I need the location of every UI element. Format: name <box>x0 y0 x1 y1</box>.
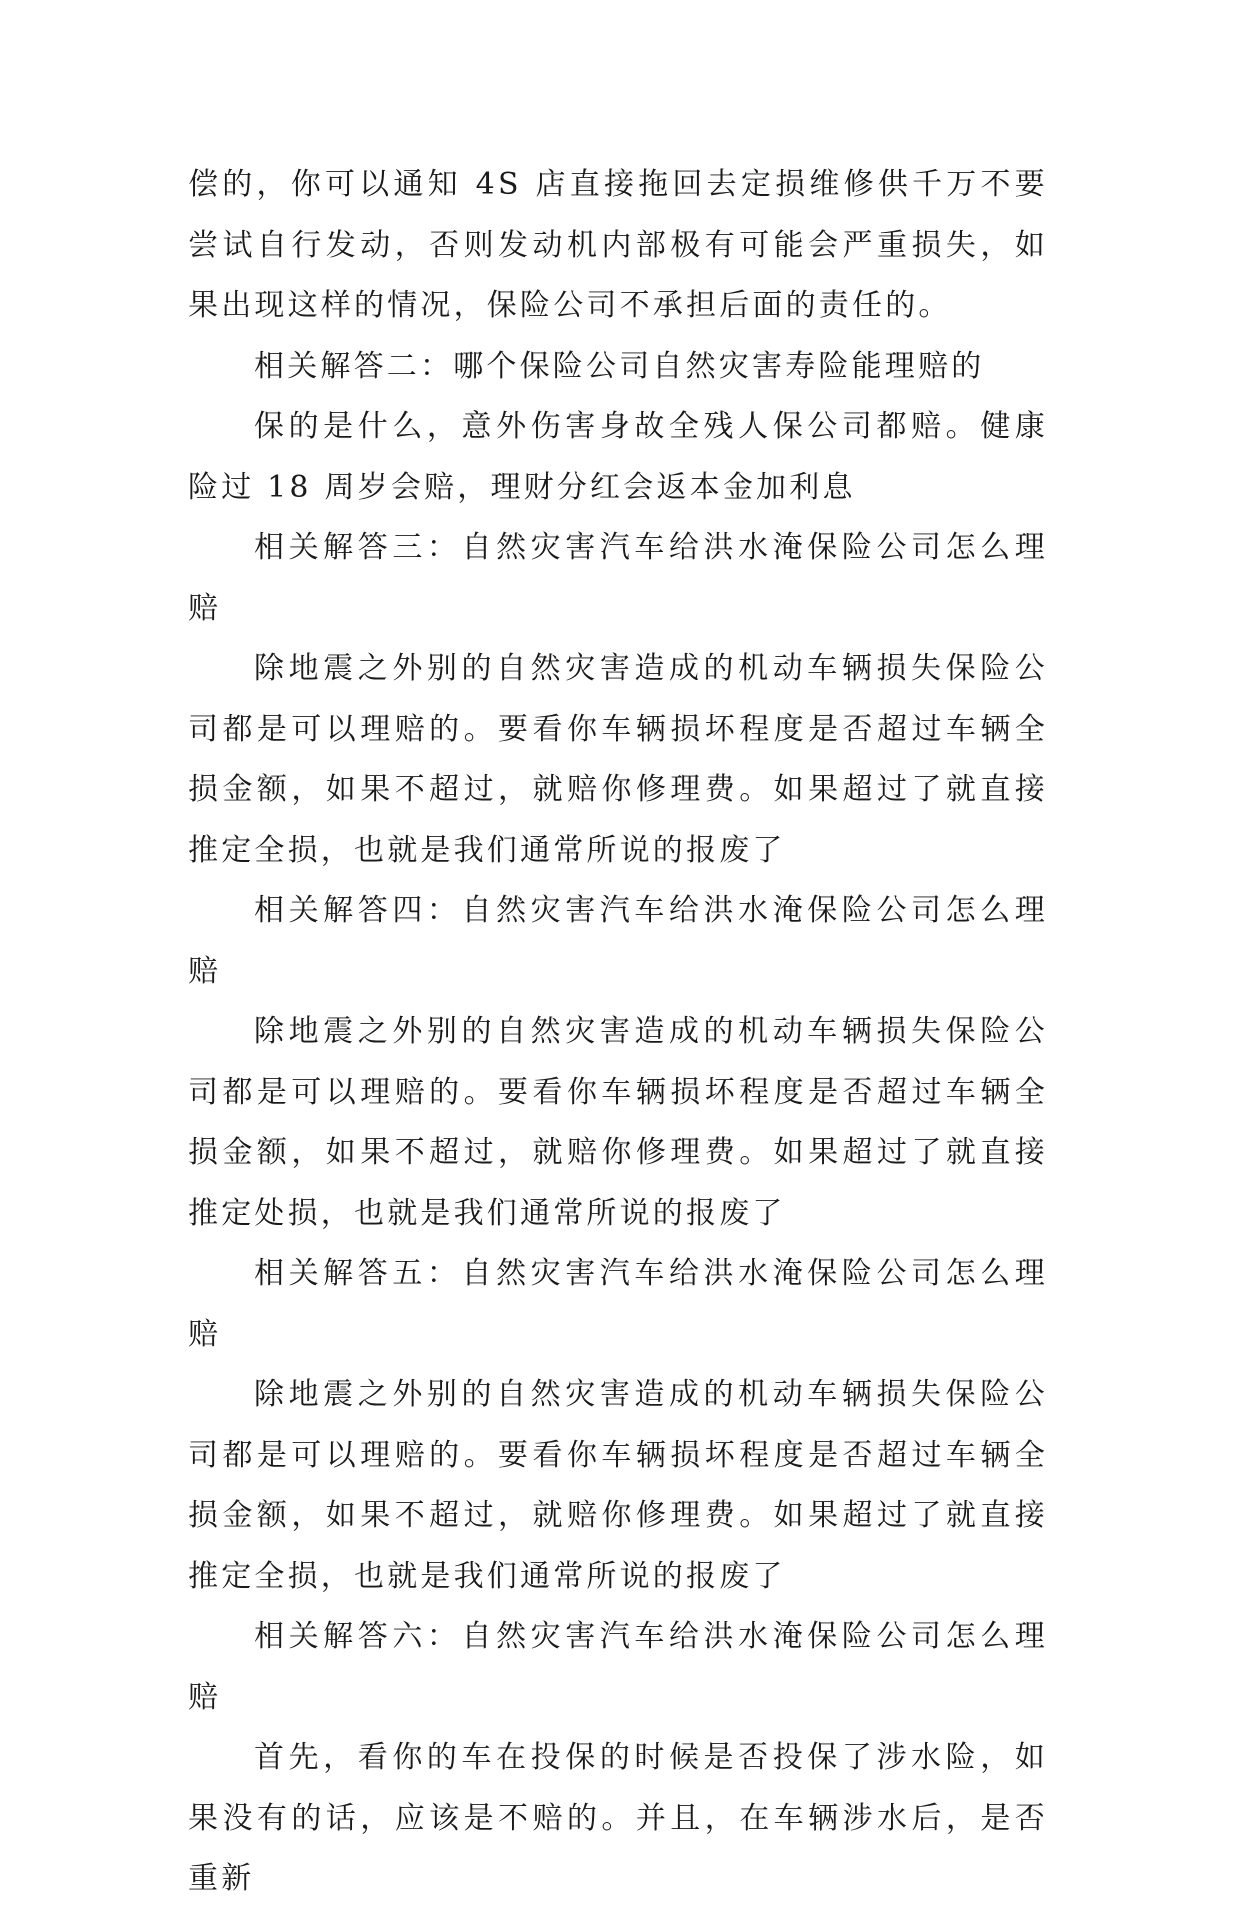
answer-body-4: 除地震之外别的自然灾害造成的机动车辆损失保险公司都是可以理赔的。要看你车辆损坏程度是否超过车辆全损金额，如果不超过，就赔你修理费。如果超过了就直接推定处损，也就是我们通常所说的报废了 <box>188 1014 1048 1231</box>
answer-heading-6: 相关解答六：自然灾害汽车给洪水淹保险公司怎么理赔 <box>188 1619 1048 1715</box>
answer-body-5: 除地震之外别的自然灾害造成的机动车辆损失保险公司都是可以理赔的。要看你车辆损坏程度是否超过车辆全损金额，如果不超过，就赔你修理费。如果超过了就直接推定全损，也就是我们通常所说的报废了 <box>188 1377 1048 1594</box>
answer-heading-3: 相关解答三：自然灾害汽车给洪水淹保险公司怎么理赔 <box>188 530 1048 626</box>
document-body <box>188 155 1048 1910</box>
paragraph-continuation: 偿的，你可以通知 4S 店直接拖回去定损维修供千万不要尝试自行发动，否则发动机内部极有可能会严重损失，如果出现这样的情况，保险公司不承担后面的责任的。 <box>188 167 1048 323</box>
answer-body-6: 首先，看你的车在投保的时候是否投保了涉水险，如果没有的话，应该是不赔的。并且，在车辆涉水后，是否重新 <box>188 1740 1048 1896</box>
answer-heading-4: 相关解答四：自然灾害汽车给洪水淹保险公司怎么理赔 <box>188 893 1048 989</box>
answer-heading-2: 相关解答二：哪个保险公司自然灾害寿险能理赔的 <box>254 348 985 384</box>
answer-body-2: 保的是什么，意外伤害身故全残人保公司都赔。健康险过 18 周岁会赔，理财分红会返本金加利息 <box>188 409 1048 505</box>
answer-body-3: 除地震之外别的自然灾害造成的机动车辆损失保险公司都是可以理赔的。要看你车辆损坏程度是否超过车辆全损金额，如果不超过，就赔你修理费。如果超过了就直接推定全损，也就是我们通常所说的报废了 <box>188 651 1048 868</box>
answer-heading-5: 相关解答五：自然灾害汽车给洪水淹保险公司怎么理赔 <box>188 1256 1048 1352</box>
